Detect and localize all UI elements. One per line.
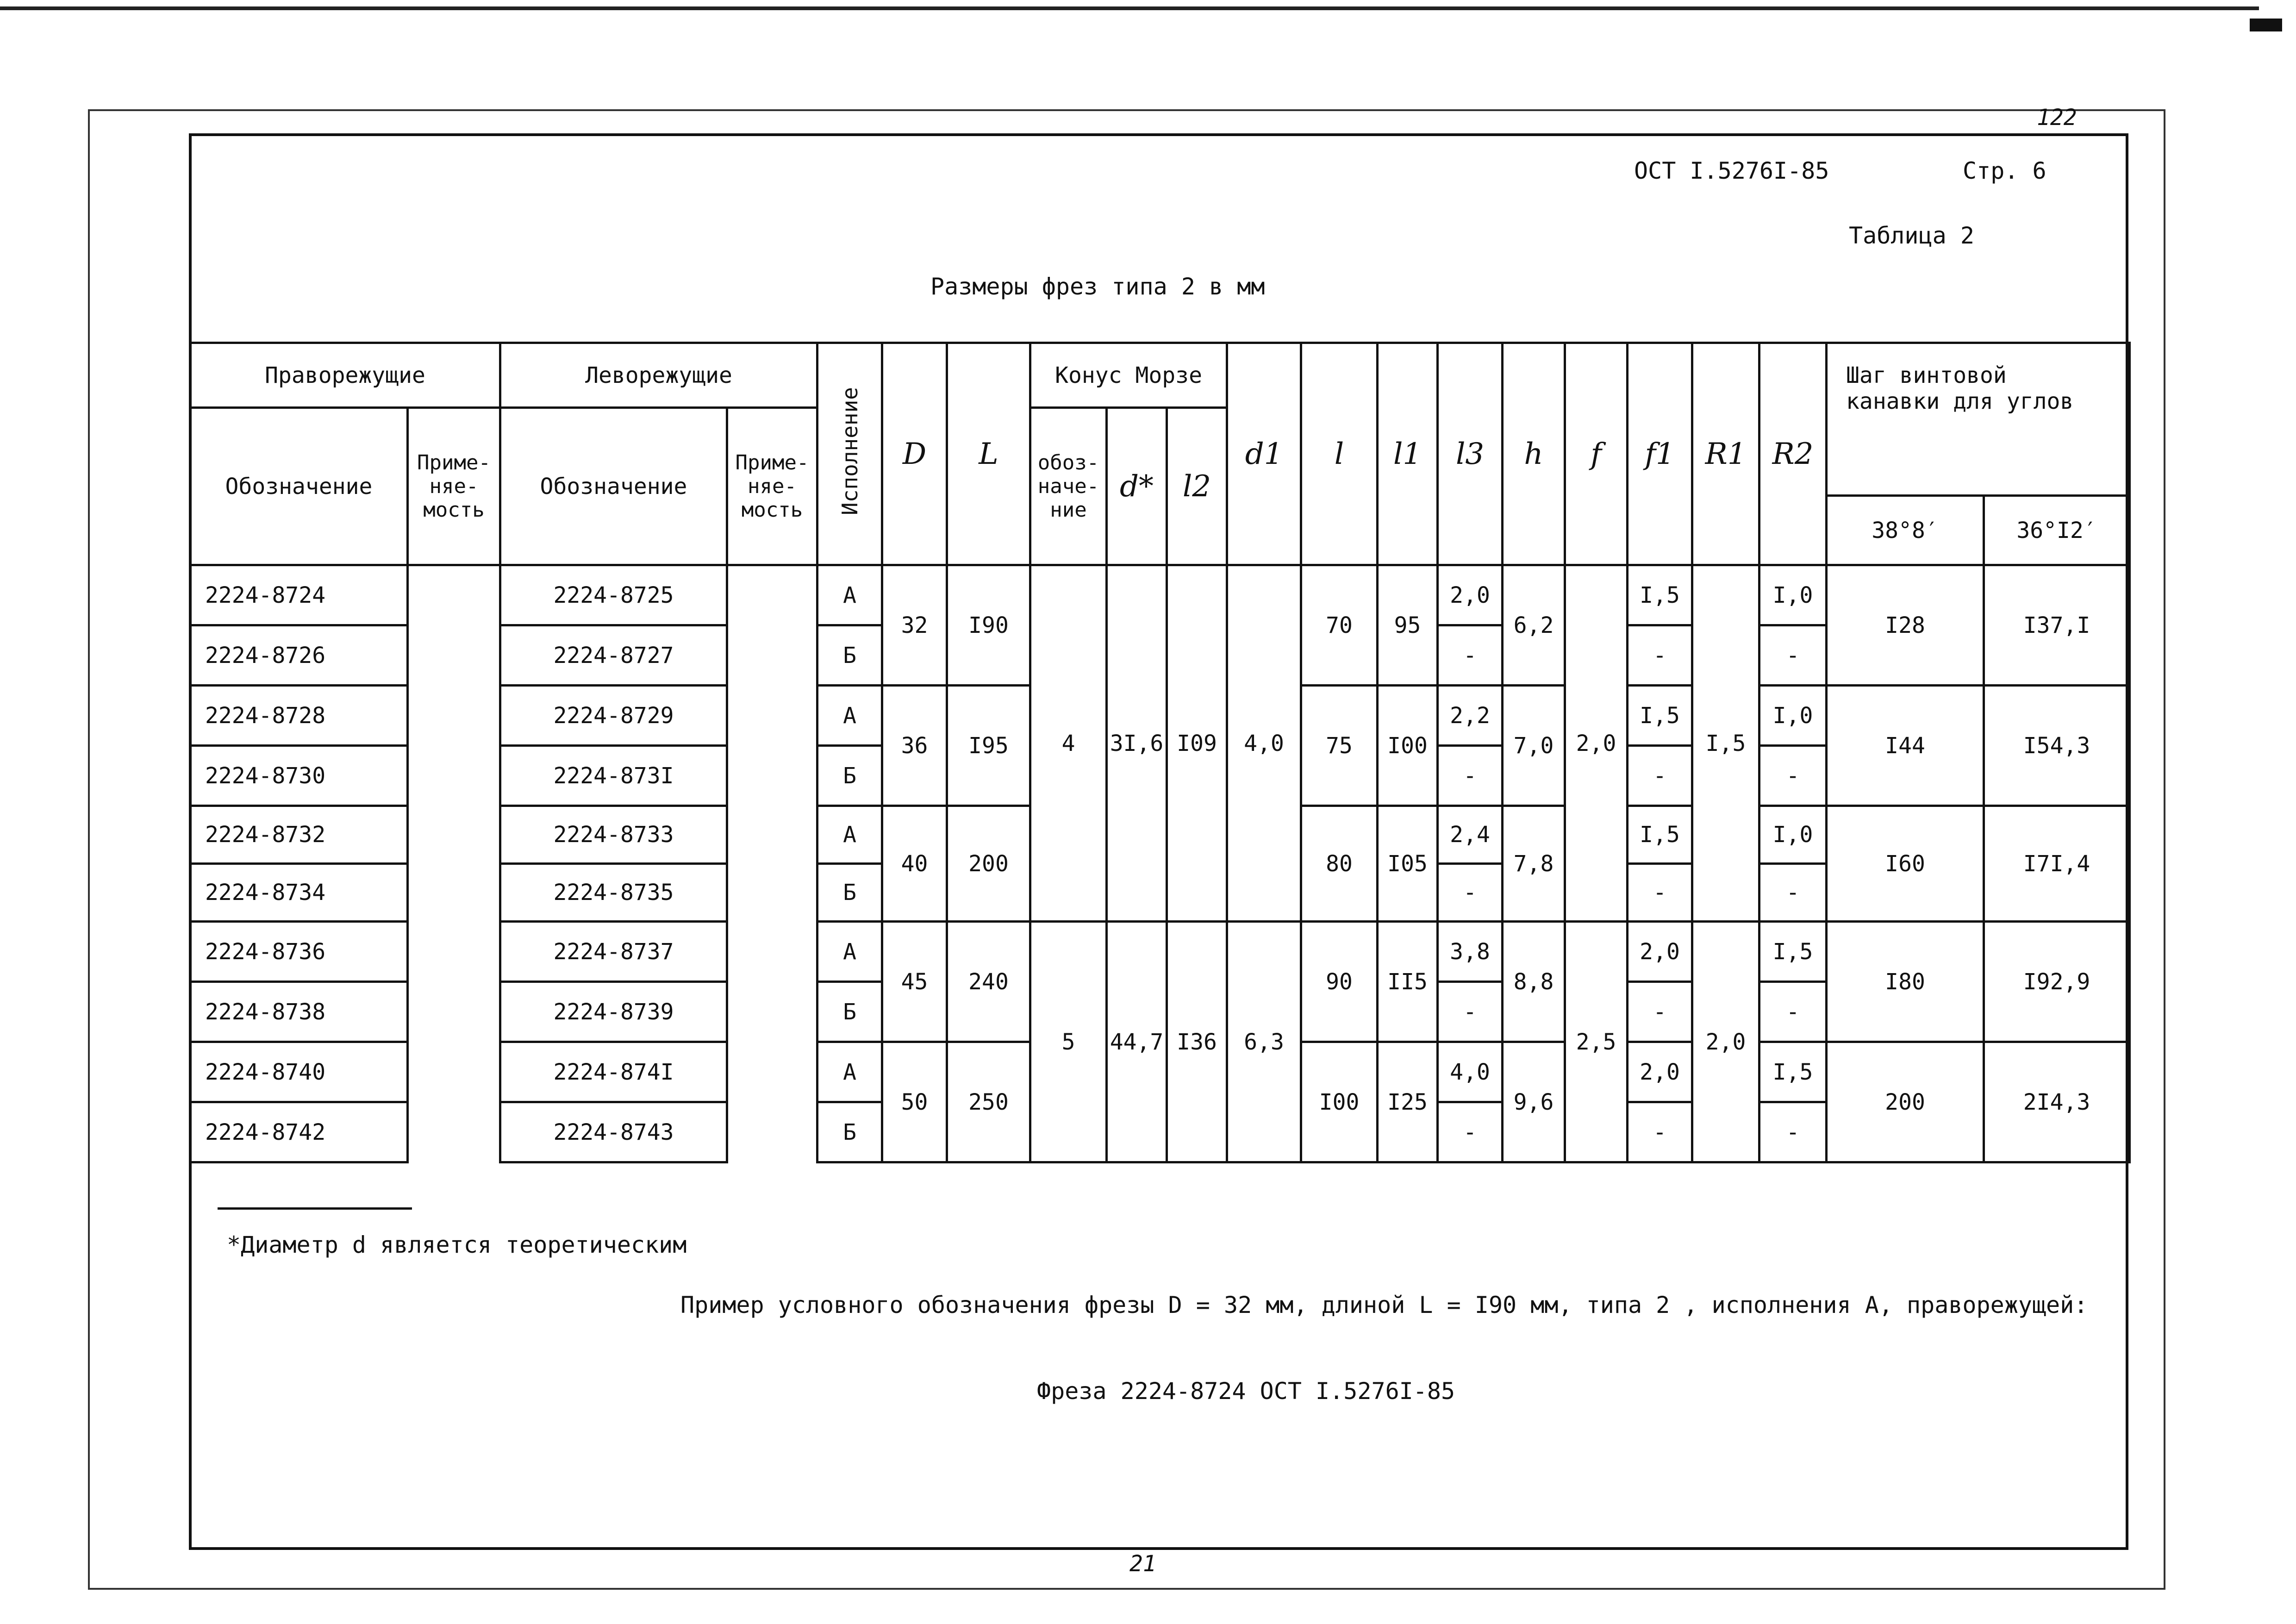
L-4: 250 [947,1042,1030,1162]
execution-1: Б [817,625,882,686]
R2-6: I,5 [1759,922,1827,982]
f1-3: - [1628,746,1692,806]
L-3: 240 [947,922,1030,1042]
designation-example-text: Пример условного обозначения фрезы D = 32 мм, длиной L = I90 мм, типа 2 , исполнения А, праворежущей: [680,1292,2088,1318]
l-header [1301,343,1378,565]
angle1-2: I60 [1827,806,1984,922]
right-designation-3: 2224-8730 [190,746,408,806]
execution-6: А [817,922,882,982]
f1-5: - [1628,864,1692,922]
h-symbol: h [1524,437,1543,471]
dimensions-table [189,342,2131,1163]
right-applicability-3 [408,746,500,806]
f1-header [1628,343,1692,565]
h-3: 8,8 [1503,922,1565,1042]
right-applicability-5 [408,864,500,922]
right-applicability-0 [408,565,500,625]
right-designation-9: 2224-8742 [190,1102,408,1162]
right-designation-0: 2224-8724 [190,565,408,625]
d1-header [1227,343,1301,565]
l3-5: - [1438,864,1503,922]
right-applicability-1 [408,625,500,686]
left-designation-9: 2224-8743 [500,1102,727,1162]
left-applicability-header: Приме- няе- мость [727,408,817,565]
f-symbol: f [1591,437,1602,471]
execution-2: А [817,686,882,746]
right-designation-5: 2224-8734 [190,864,408,922]
f1-symbol: f1 [1645,437,1675,471]
R2-0: I,0 [1759,565,1827,625]
l-symbol: l [1334,437,1344,471]
angle2-2: I7I,4 [1984,806,2130,922]
right-applicability-9 [408,1102,500,1162]
f1-7: - [1628,982,1692,1042]
angle1-0: I28 [1827,565,1984,686]
f1-2: I,5 [1628,686,1692,746]
left-applicability-3 [727,746,817,806]
L-symbol: L [979,437,998,471]
right-designation-7: 2224-8738 [190,982,408,1042]
left-applicability-6 [727,922,817,982]
f1-4: I,5 [1628,806,1692,864]
D-0: 32 [882,565,947,686]
corner-mark [2250,19,2282,31]
f-1: 2,5 [1565,922,1628,1162]
left-cutting-header: Леворежущие [500,343,817,408]
R1-0: I,5 [1692,565,1759,922]
angle2-4: 2I4,3 [1984,1042,2130,1162]
right-designation-2: 2224-8728 [190,686,408,746]
f-header [1565,343,1628,565]
d-star-header [1107,408,1167,565]
left-designation-6: 2224-8737 [500,922,727,982]
angle2-3: I92,9 [1984,922,2130,1042]
left-applicability-2 [727,686,817,746]
designation-example: Фреза 2224-8724 ОСТ I.5276I-85 [1037,1378,1455,1405]
l3-7: - [1438,982,1503,1042]
l2-0: I09 [1167,565,1227,922]
R1-1: 2,0 [1692,922,1759,1162]
l3-8: 4,0 [1438,1042,1503,1102]
left-designation-0: 2224-8725 [500,565,727,625]
d1-0: 4,0 [1227,565,1301,922]
l2-1: I36 [1167,922,1227,1162]
f1-6: 2,0 [1628,922,1692,982]
l3-3: - [1438,746,1503,806]
l1-1: I00 [1378,686,1438,806]
bottom-page-number: 21 [1129,1551,1156,1577]
f-0: 2,0 [1565,565,1628,922]
execution-3: Б [817,746,882,806]
right-applicability-2 [408,686,500,746]
l3-9: - [1438,1102,1503,1162]
angle1-1: I44 [1827,686,1984,806]
right-designation-header: Обозначение [190,408,408,565]
left-designation-3: 2224-873I [500,746,727,806]
d-1: 44,7 [1107,922,1167,1162]
l2-header [1167,408,1227,565]
R2-symbol: R2 [1772,437,1814,471]
l1-symbol: l1 [1393,437,1422,471]
execution-9: Б [817,1102,882,1162]
left-applicability-5 [727,864,817,922]
R1-header [1692,343,1759,565]
execution-5: Б [817,864,882,922]
l-3: 90 [1301,922,1378,1042]
angle2-header: 36°I2′ [1984,496,2130,565]
R2-header [1759,343,1827,565]
right-designation-4: 2224-8732 [190,806,408,864]
left-applicability-9 [727,1102,817,1162]
L-header [947,343,1030,565]
D-header [882,343,947,565]
l3-4: 2,4 [1438,806,1503,864]
morse-0: 4 [1030,565,1107,922]
D-2: 40 [882,806,947,922]
right-applicability-4 [408,806,500,864]
l1-0: 95 [1378,565,1438,686]
L-0: I90 [947,565,1030,686]
handwritten-page-number: 122 [2037,105,2077,131]
R2-4: I,0 [1759,806,1827,864]
left-applicability-0 [727,565,817,625]
l3-header [1438,343,1503,565]
l1-3: II5 [1378,922,1438,1042]
D-1: 36 [882,686,947,806]
d1-symbol: d1 [1245,437,1283,471]
execution-7: Б [817,982,882,1042]
table-label: Таблица 2 [1849,222,1974,249]
h-1: 7,0 [1503,686,1565,806]
angle1-header: 38°8′ [1827,496,1984,565]
h-0: 6,2 [1503,565,1565,686]
f1-8: 2,0 [1628,1042,1692,1102]
L-1: I95 [947,686,1030,806]
left-designation-8: 2224-874I [500,1042,727,1102]
l1-4: I25 [1378,1042,1438,1162]
right-applicability-header: Приме- няе- мость [408,408,500,565]
left-designation-7: 2224-8739 [500,982,727,1042]
right-applicability-7 [408,982,500,1042]
R1-symbol: R1 [1705,437,1747,471]
d-0: 3I,6 [1107,565,1167,922]
angle2-0: I37,I [1984,565,2130,686]
D-3: 45 [882,922,947,1042]
f1-0: I,5 [1628,565,1692,625]
R2-5: - [1759,864,1827,922]
left-applicability-7 [727,982,817,1042]
h-4: 9,6 [1503,1042,1565,1162]
l3-1: - [1438,625,1503,686]
R2-9: - [1759,1102,1827,1162]
D-4: 50 [882,1042,947,1162]
l3-2: 2,2 [1438,686,1503,746]
l-4: I00 [1301,1042,1378,1162]
l1-header [1378,343,1438,565]
h-2: 7,8 [1503,806,1565,922]
right-designation-8: 2224-8740 [190,1042,408,1102]
angle1-3: I80 [1827,922,1984,1042]
top-border-line [0,6,2259,10]
footnote: *Диаметр d является теоретическим [227,1231,687,1258]
h-header [1503,343,1565,565]
R2-1: - [1759,625,1827,686]
left-designation-5: 2224-8735 [500,864,727,922]
standard-number: ОСТ I.5276I-85 [1634,157,1829,184]
left-designation-1: 2224-8727 [500,625,727,686]
l3-6: 3,8 [1438,922,1503,982]
L-2: 200 [947,806,1030,922]
f1-1: - [1628,625,1692,686]
f1-9: - [1628,1102,1692,1162]
R2-2: I,0 [1759,686,1827,746]
left-applicability-4 [727,806,817,864]
right-designation-1: 2224-8726 [190,625,408,686]
table-title: Размеры фрез типа 2 в мм [930,273,1265,300]
l2-symbol: l2 [1182,469,1211,504]
right-designation-6: 2224-8736 [190,922,408,982]
l-0: 70 [1301,565,1378,686]
footnote-separator [218,1207,412,1210]
l3-symbol: l3 [1455,437,1485,471]
execution-8: А [817,1042,882,1102]
helix-step-header: Шаг винтовой канавки для углов [1827,343,2130,496]
morse-taper-header: Конус Морзе [1030,343,1227,408]
R2-7: - [1759,982,1827,1042]
R2-3: - [1759,746,1827,806]
page-label: Стр. 6 [1963,157,2046,184]
D-symbol: D [902,437,927,471]
left-applicability-1 [727,625,817,686]
l1-2: I05 [1378,806,1438,922]
right-applicability-8 [408,1042,500,1102]
left-designation-2: 2224-8729 [500,686,727,746]
angle1-4: 200 [1827,1042,1984,1162]
morse-designation-header: обоз- наче- ние [1030,408,1107,565]
R2-8: I,5 [1759,1042,1827,1102]
right-cutting-header: Праворежущие [190,343,500,408]
d-star-symbol: d* [1120,469,1154,504]
execution-header [817,343,882,565]
morse-1: 5 [1030,922,1107,1162]
l-2: 80 [1301,806,1378,922]
left-designation-4: 2224-8733 [500,806,727,864]
left-designation-header: Обозначение [500,408,727,565]
execution-0: А [817,565,882,625]
execution-header-text: Исполнение [837,387,862,515]
right-applicability-6 [408,922,500,982]
l3-0: 2,0 [1438,565,1503,625]
left-applicability-8 [727,1042,817,1102]
angle2-1: I54,3 [1984,686,2130,806]
execution-4: А [817,806,882,864]
d1-1: 6,3 [1227,922,1301,1162]
l-1: 75 [1301,686,1378,806]
